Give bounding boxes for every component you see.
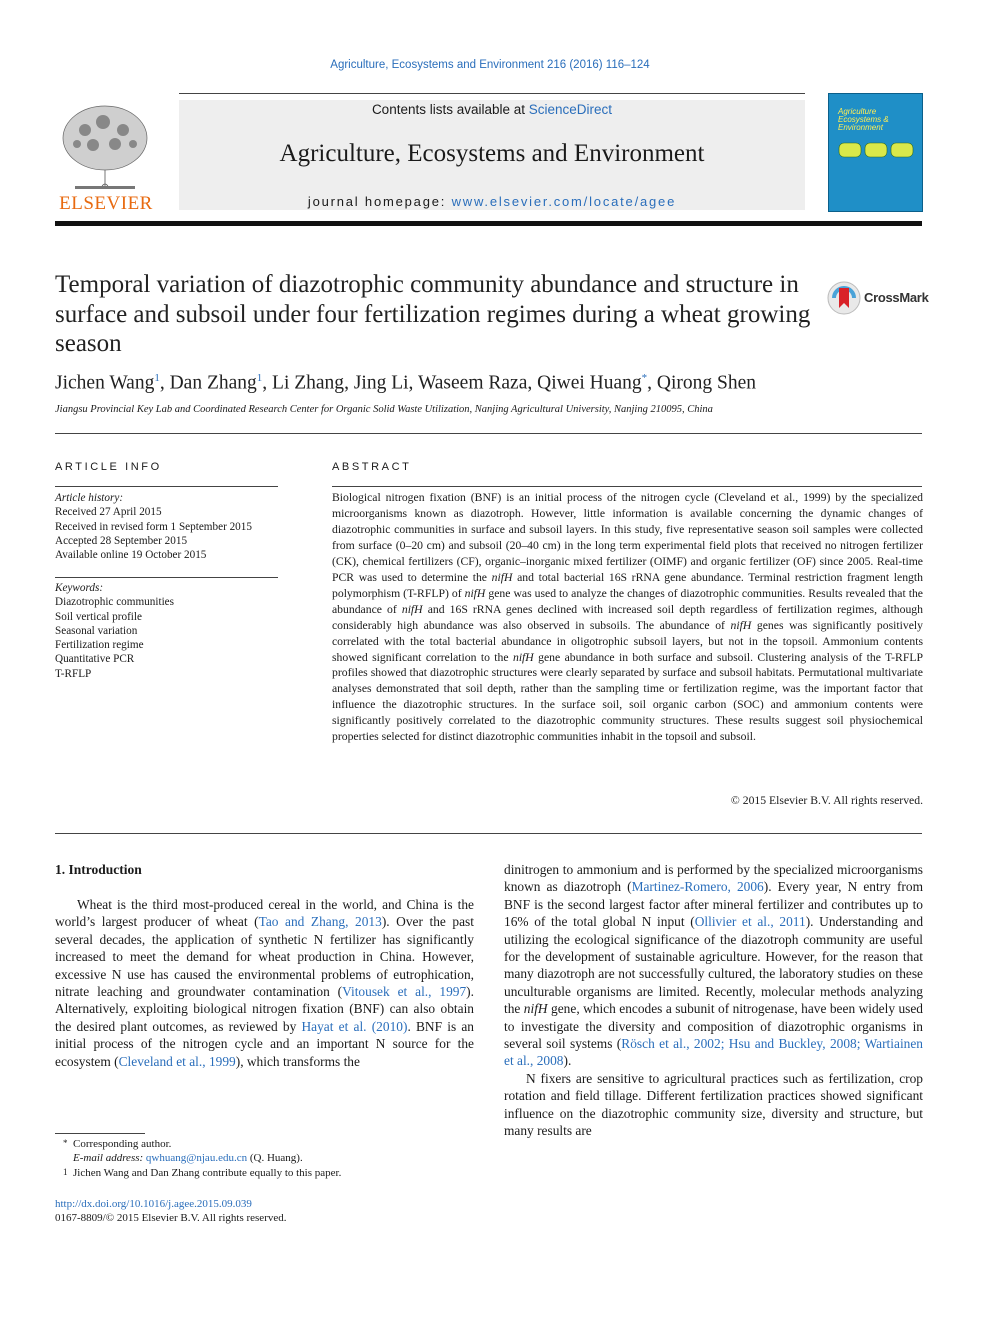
citation-link[interactable]: Cleveland et al., 1999 — [118, 1053, 236, 1069]
author-separator: , — [344, 372, 354, 394]
citation-link[interactable]: Rösch et al., 2002; Hsu and Buckley, 2008; Wartiainen et al., 2008 — [504, 1036, 923, 1069]
email-link[interactable]: qwhuang@njau.edu.cn — [145, 1152, 248, 1165]
citation-link[interactable]: Ollivier et al., 2011 — [694, 914, 806, 930]
article-history — [55, 491, 285, 562]
author-name[interactable]: Qiwei Huang — [537, 372, 642, 394]
body-column-left — [55, 896, 474, 1070]
keyword: Quantitative PCR — [55, 653, 135, 666]
abstract-segment: gene was used to analyze the changes of diazotrophic communities. Results revealed that the abundance of — [332, 586, 923, 616]
abstract-text — [332, 490, 923, 745]
text-segment: ), which transforms the — [235, 1053, 360, 1069]
author-separator: , — [408, 372, 418, 394]
keyword: Fertilization regime — [55, 639, 144, 652]
footnote-equal-contribution — [55, 1166, 475, 1180]
history-item: Received in revised form 1 September 2015 — [55, 520, 252, 533]
author-footnote-mark[interactable]: 1 — [256, 372, 263, 384]
issn-copyright: 0167-8809/© 2015 Elsevier B.V. All rights reserved. — [55, 1212, 287, 1224]
keywords-heading: Keywords: — [55, 582, 104, 594]
homepage-link[interactable]: www.elsevier.com/locate/agee — [451, 194, 677, 209]
sciencedirect-link[interactable]: ScienceDirect — [528, 102, 613, 117]
keywords-divider — [55, 577, 278, 578]
article-title: Temporal variation of diazotrophic community abundance and structure in surface and subsoil under four fertilization regimes during a wheat growing season — [55, 271, 811, 357]
body-paragraph: N fixers are sensitive to agricultural practices such as fertilization, crop rotation and field tillage. Different fertilization practices showed significant influence on the diazotrophic community size, diversity and structure, but many results are — [504, 1070, 923, 1139]
keyword: Seasonal variation — [55, 624, 138, 637]
corresponding-author-mark[interactable]: * — [641, 372, 648, 384]
footnote-corresponding — [55, 1137, 475, 1151]
journal-citation[interactable]: Agriculture, Ecosystems and Environment 216 (2016) 116–124 — [330, 59, 650, 71]
gene-name: nifH — [401, 602, 423, 616]
author-footnote-mark[interactable]: 1 — [154, 372, 160, 384]
keyword: T-RFLP — [55, 667, 92, 680]
affiliation: Jiangsu Provincial Key Lab and Coordinated Research Center for Organic Solid Waste Utilization, Nanjing Agricultural University, Nanjing 210095, China — [55, 404, 713, 415]
history-heading: Article history: — [55, 492, 124, 504]
gene-name: nifH — [491, 570, 513, 584]
history-item: Accepted 28 September 2015 — [55, 534, 188, 547]
text-segment: ). — [563, 1053, 572, 1069]
footnote-email — [55, 1151, 475, 1165]
gene-name: nifH — [464, 586, 486, 600]
text-segment: ). Understanding and utilizing the ecological significance of the diazotroph community are useful for the development of sustainable agriculture. However, for the reason that many diazotroph are not successfully cultured, the laboratory studies on these unculturable organisms are limited. Recently, molecular methods analyzing the — [504, 914, 924, 1017]
abstract-bottom-divider — [55, 833, 922, 834]
contents-line — [179, 102, 805, 117]
abstract-segment: and total bacterial 16S rRNA gene abundance. Terminal restriction fragment length polymorphism (T-RFLP) of — [332, 570, 923, 600]
text-segment: dinitrogen to ammonium and is performed by the specialized microorganisms known as diazotroph ( — [504, 862, 923, 895]
author-separator: , — [262, 372, 273, 394]
author-name[interactable]: Li Zhang — [272, 372, 345, 394]
abstract-label: ABSTRACT — [332, 461, 412, 473]
author-separator: , — [647, 372, 657, 394]
text-segment: ). Alternatively, exploiting biological nitrogen fixation (BNF) can also obtain the desired plant outcomes, as reviewed by — [55, 984, 474, 1034]
article-info-divider — [55, 486, 278, 487]
footnote-text: Jichen Wang and Dan Zhang contribute equally to this paper. — [73, 1166, 342, 1179]
keyword: Diazotrophic communities — [55, 596, 174, 609]
keyword: Soil vertical profile — [55, 610, 142, 623]
history-item: Received 27 April 2015 — [55, 506, 162, 519]
citation-link[interactable]: Vitousek et al., 1997 — [342, 984, 467, 1000]
gene-name: nifH — [730, 618, 752, 632]
section-heading-introduction: 1. Introduction — [55, 862, 142, 877]
crossmark-label[interactable]: CrossMark — [864, 290, 929, 305]
history-item: Available online 19 October 2015 — [55, 549, 207, 562]
body-column-right — [504, 861, 923, 1140]
author-name[interactable]: Jichen Wang — [55, 372, 155, 394]
email-label: E-mail address: — [73, 1152, 146, 1165]
contents-prefix: Contents lists available at — [371, 102, 529, 117]
abstract-segment: and 16S rRNA genes declined with increased soil depth regardless of fertilization regimes, although considerably high abundance was also observed in subsoils. The abundance of — [332, 602, 923, 632]
footnote-text: (Q. Huang). — [247, 1152, 303, 1165]
journal-name: Agriculture, Ecosystems and Environment — [279, 140, 705, 167]
author-name[interactable]: Qirong Shen — [656, 372, 757, 394]
abstract-divider — [332, 486, 922, 487]
text-segment: ). Over the past several decades, the application of synthetic N fertilizer has significantly increased to meet the demand for wheat production in China. However, excessive N use has caused the environmental problems of eutrophication, nitrate leaching and groundwater contamination ( — [55, 914, 474, 1000]
cover-title: Agriculture Ecosystems & Environment — [838, 107, 889, 132]
journal-homepage — [179, 194, 805, 209]
body-paragraph — [504, 861, 923, 1070]
author-name[interactable]: Waseem Raza — [417, 372, 528, 394]
footnotes — [55, 1137, 475, 1180]
citation-link[interactable]: Martinez-Romero, 2006 — [631, 879, 764, 895]
footnote-mark: 1 — [63, 1166, 68, 1177]
body-paragraph — [55, 896, 474, 1070]
text-segment: Wheat is the third most-produced cereal in the world, and China is the world’s largest producer of wheat ( — [55, 897, 474, 930]
gene-name: nifH — [523, 1001, 548, 1017]
text-segment: ). Every year, N entry from BNF is the second largest factor after mineral fertilizer and contributes up to 16% of the total global N input ( — [504, 879, 923, 930]
citation-link[interactable]: Hayat et al. (2010) — [301, 1018, 408, 1034]
gene-name: nifH — [512, 650, 534, 664]
homepage-prefix: journal homepage: — [307, 194, 452, 209]
abstract-segment: gene abundance in both surface and subsoil. Clustering analysis of the T-RFLP profiles showed that diazotrophic structures were clearly separated by surface and subsoil habitats. Permutational multivariate analyses demonstrated that soil depth, rather than the sampling time or fertilization regime, was the important factor that influence the diazotrophic structures. In the surface soil, soil organic carbon (SOC) and ammonium contents were significantly positively correlated to the diazotrophic community structures. These results suggest soil physiochemical properties selected for distinct diazotrophic communities inhabit in the topsoil and subsoil. — [332, 650, 923, 744]
author-separator: , — [159, 372, 170, 394]
citation-link[interactable]: Tao and Zhang, 2013 — [258, 914, 382, 930]
header-divider — [55, 221, 922, 226]
footnote-mark: * — [63, 1138, 68, 1148]
masthead-rule — [179, 93, 805, 94]
author-list — [55, 372, 925, 395]
affiliation-divider — [55, 433, 922, 434]
article-info-label: ARTICLE INFO — [55, 461, 162, 473]
footnote-divider — [55, 1133, 145, 1134]
text-segment: . BNF is an initial process of the nitrogen cycle and an important N source for the ecosystem ( — [55, 1018, 475, 1069]
abstract-segment: Biological nitrogen fixation (BNF) is an initial process of the nitrogen cycle (Cleveland et al., 1999) by the specialized microorganisms known as diazotroph. However, little information is available concerning the dynamic changes of diazotrophic communities in surface and subsoil layers. In this study, five representative season soil samples were collected from surface (0–20 cm) and subsoil (20–40 cm) in the long term experimental field plots that received no nitrogen fertilizer (CK), chemical fertilizers (CF), organic–inorganic mixed fertilizer (OIMF) and organic fertilizer (OF) since 2005. Real-time PCR was used to determine the — [332, 491, 923, 584]
doi-link[interactable]: http://dx.doi.org/10.1016/j.agee.2015.09.039 — [55, 1198, 252, 1210]
keywords — [55, 581, 285, 681]
elsevier-wordmark: ELSEVIER — [59, 193, 153, 214]
abstract-copyright: © 2015 Elsevier B.V. All rights reserved. — [730, 794, 923, 807]
author-name[interactable]: Jing Li — [353, 372, 409, 394]
text-segment: gene, which encodes a subunit of nitrogenase, have been widely used to investigate the diversity and composition of diazotrophic organisms in several soil systems ( — [504, 1001, 923, 1052]
author-name[interactable]: Dan Zhang — [169, 372, 257, 394]
cover-wheat-icon — [838, 140, 914, 160]
author-separator: , — [527, 372, 538, 394]
abstract-segment: genes was significantly positively correlated with the total bacterial abundance in oligotrophic subsoil layers, but not in the topsoil. Ammonium contents showed significant correlation to the — [332, 618, 923, 664]
footnote-text: Corresponding author. — [73, 1138, 172, 1150]
